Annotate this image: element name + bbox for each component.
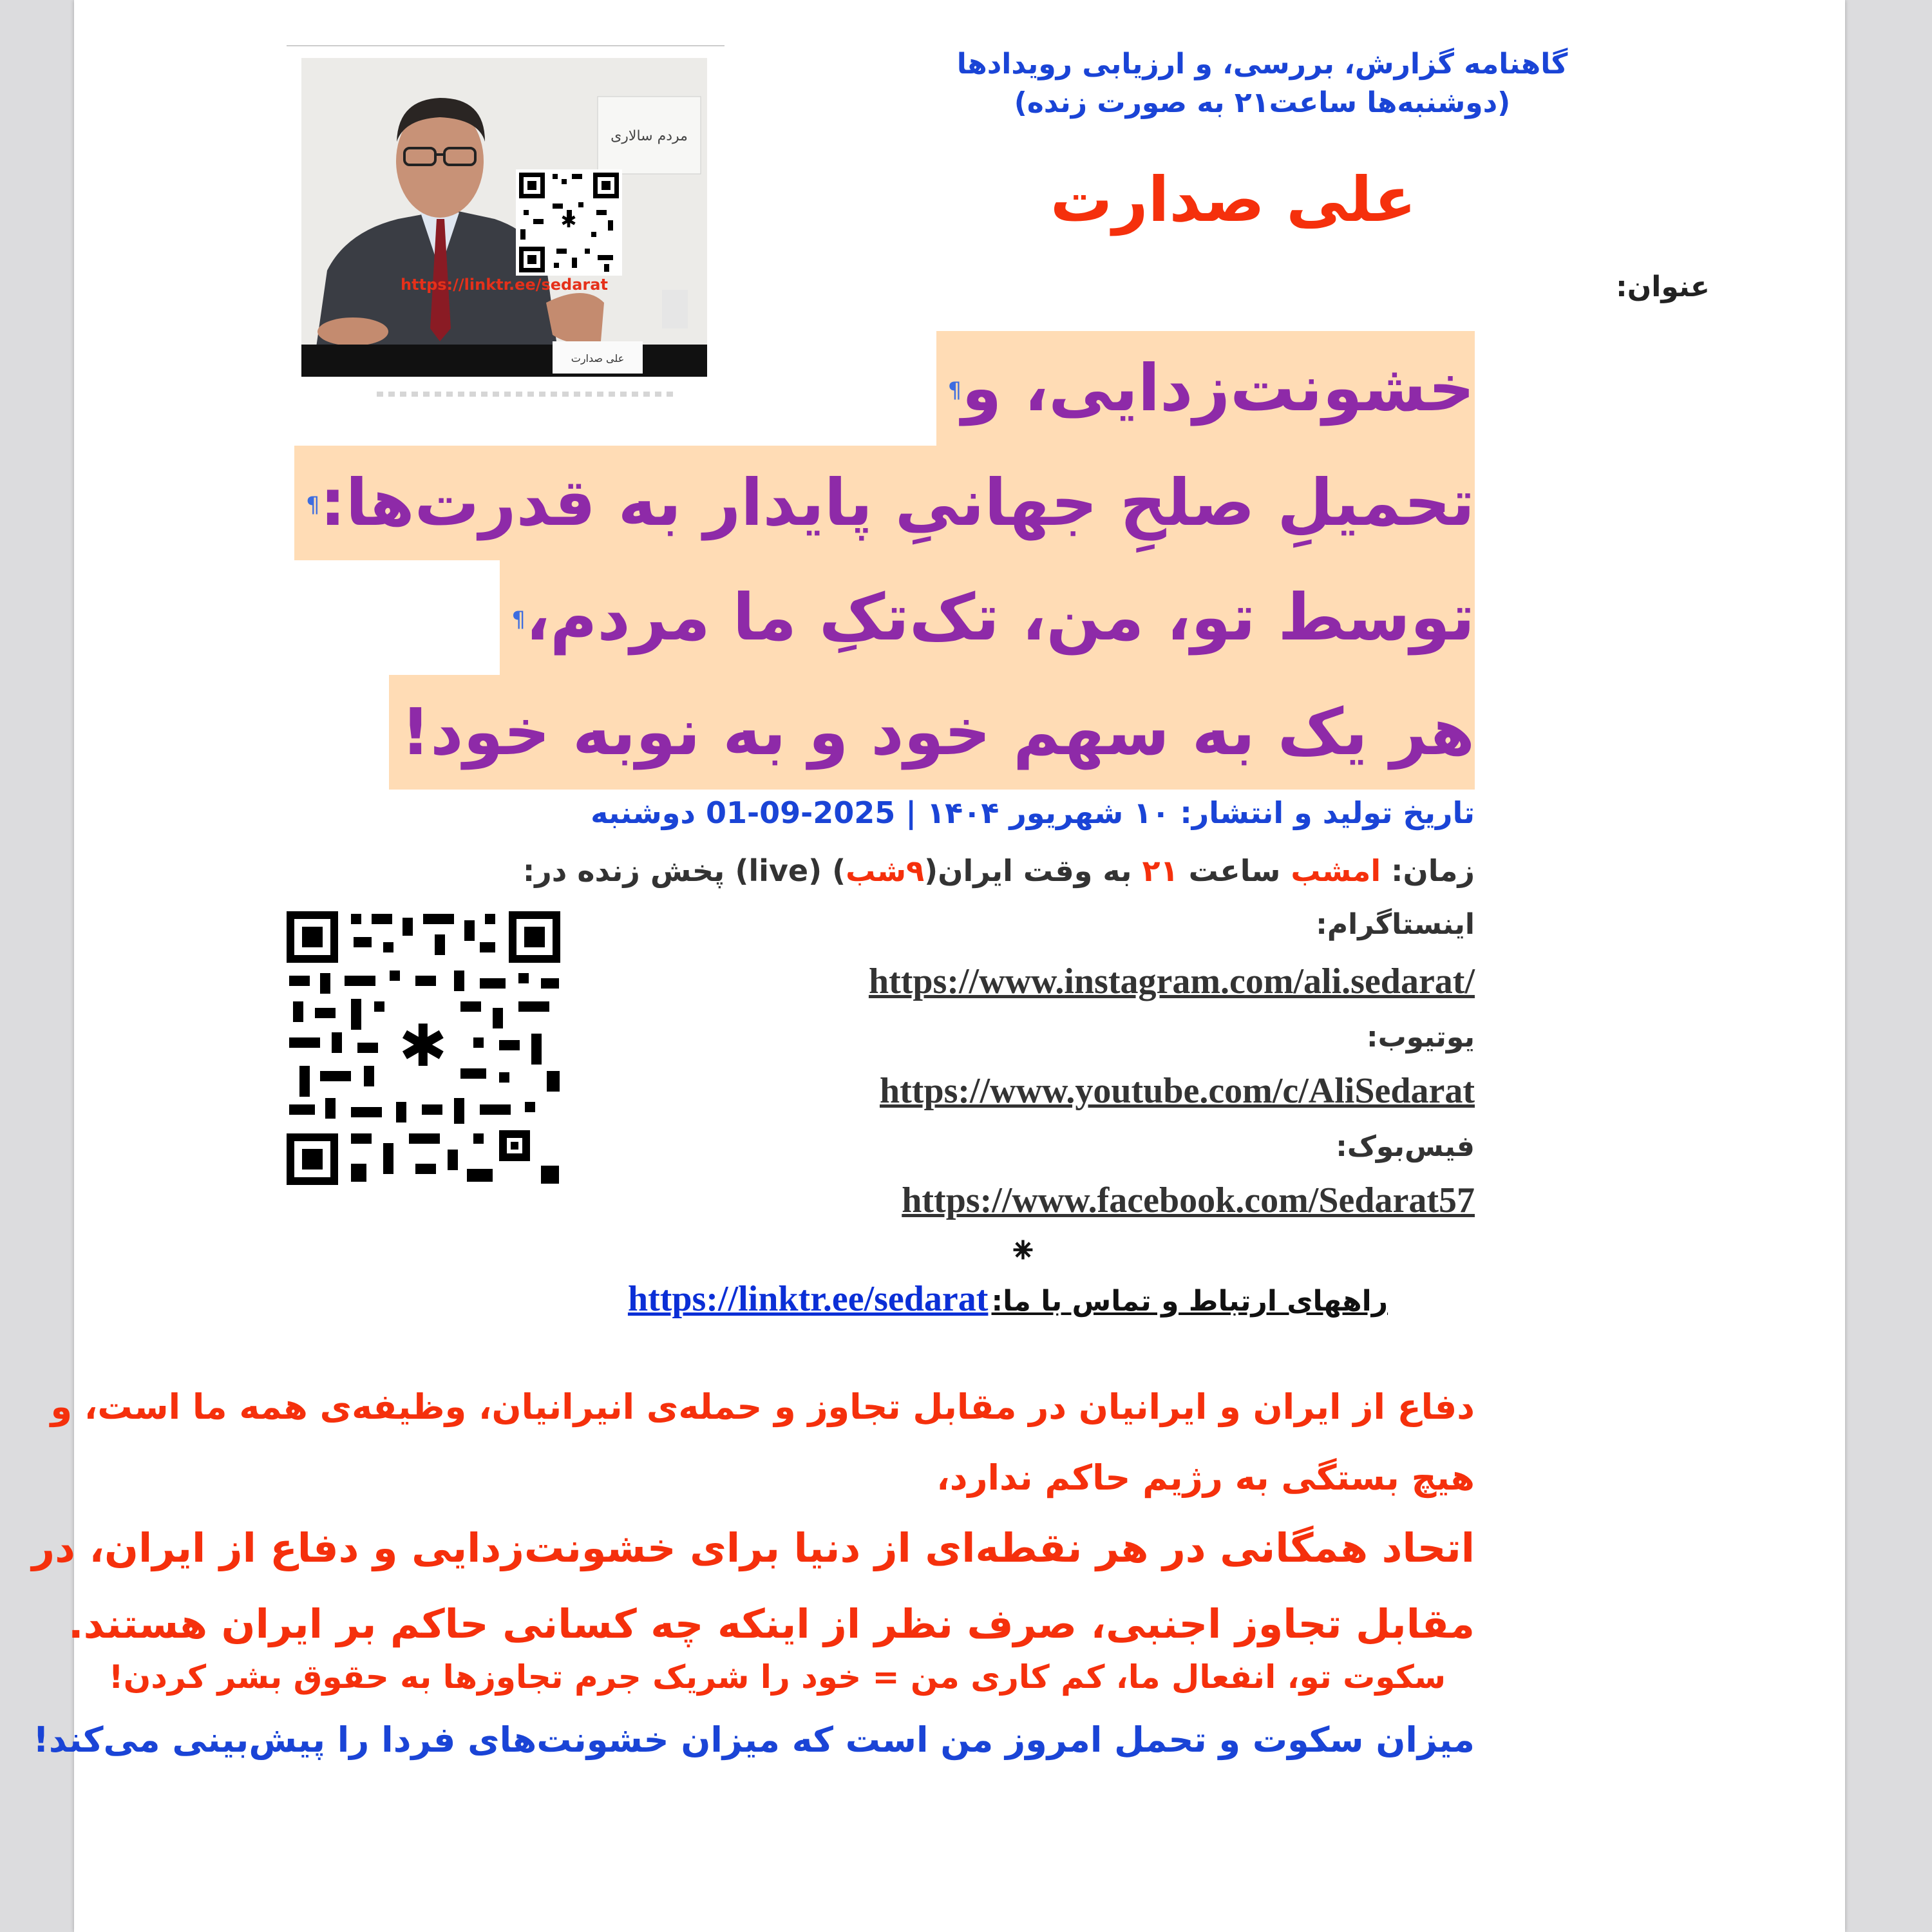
statement-defense-line-1: دفاع از ایران و ایرانیان در مقابل تجاوز و حمله‌ی انیرانیان، وظیفه‌ی همه ما است، و (50, 1387, 1475, 1427)
pilcrow-mark: ¶ (947, 377, 962, 403)
series-heading (866, 45, 1658, 122)
title-line-4 (389, 675, 1475, 790)
title-line-4-text: هر یک به سهم خود و به نوبه خود! (401, 694, 1475, 770)
instagram-link[interactable]: https://www.instagram.com/ali.sedarat/ (868, 961, 1475, 1001)
title-line-1-text: خشونت‌زدایی، و (961, 350, 1475, 426)
title-line-1 (936, 331, 1475, 446)
qr-code[interactable] (287, 911, 560, 1185)
facebook-link[interactable]: https://www.facebook.com/Sedarat57 (902, 1180, 1475, 1220)
facebook-label: فیس‌بوک: (1336, 1130, 1475, 1163)
time-mid: به وقت ایران( (924, 853, 1142, 888)
svg-text:✱: ✱ (399, 1012, 448, 1080)
time-prefix: زمان: (1381, 853, 1475, 888)
publish-date: تاریخ تولید و انتشار: ۱۰ شهریور ۱۴۰۴ | 2025-09-01 دوشنبه (591, 795, 1475, 830)
youtube-link[interactable]: https://www.youtube.com/c/AliSedarat (880, 1071, 1475, 1111)
title-line-2 (294, 446, 1475, 560)
time-hour-label: ساعت (1178, 853, 1291, 888)
statement-unity-line-1: اتحاد همگانی در هر نقطه‌ای از دنیا برای خشونت‌زدایی و دفاع از ایران، در (32, 1524, 1475, 1571)
time-hour: ۲۱ (1142, 853, 1179, 888)
series-title: گاهنامه گزارش، بررسی، و ارزیابی رویدادها (956, 48, 1568, 80)
photo-nameplate: علی صدارت (571, 352, 625, 365)
broadcast-time (523, 853, 1475, 888)
pilcrow-mark: ¶ (306, 492, 320, 518)
photo-caption-smudge (377, 392, 673, 397)
contact-link[interactable]: https://linktr.ee/sedarat (627, 1279, 989, 1319)
statement-unity (32, 1510, 1475, 1662)
title-line-2-text: تحمیلِ صلحِ جهانیِ پایدار به قدرت‌ها: (319, 465, 1475, 540)
author-name: علی صدارت (1050, 164, 1417, 236)
contact-label: راههای ارتباط و تماس با ما: (991, 1285, 1388, 1318)
time-9pm: ۹شب (846, 853, 925, 888)
series-schedule: (دوشنبه‌ها ساعت۲۱ به صورت زنده) (1014, 86, 1511, 119)
photo-sign: مردم سالاری (611, 128, 688, 144)
title-label: عنوان: (1616, 270, 1710, 303)
document-page (32, 0, 1845, 1932)
contact-line (525, 1278, 1491, 1320)
title-line-3 (500, 560, 1475, 675)
time-suffix: ) (live) پخش زنده در: (522, 853, 846, 888)
title-line-3-text: توسط تو، من، تک‌تکِ ما مردم، (526, 580, 1475, 655)
svg-text:✱: ✱ (560, 210, 577, 232)
statement-defense-line-2: هیچ بستگی به رژیم حاکم ندارد، (936, 1457, 1475, 1498)
author-photo (301, 58, 707, 377)
statement-defense (50, 1372, 1475, 1513)
pilcrow-mark: ¶ (511, 607, 526, 632)
statement-unity-line-2: مقابل تجاوز اجنبی، صرف نظر از اینکه چه کسانی حاکم بر ایران هستند. (68, 1600, 1475, 1647)
separator-star-icon: ⁕ (1008, 1230, 1038, 1272)
instagram-label: اینستاگرام: (1316, 908, 1475, 941)
photo-link-overlay: https://linktr.ee/sedarat (401, 276, 608, 294)
time-tonight: امشب (1291, 853, 1381, 888)
statement-tolerance: میزان سکوت و تحمل امروز من است که میزان خشونت‌های فردا را پیش‌بینی می‌کند! (33, 1719, 1475, 1760)
youtube-label: یوتیوب: (1367, 1021, 1475, 1054)
statement-silence: سکوت تو، انفعال ما، کم کاری من = خود را شریک جرم تجاوزها به حقوق بشر کردن! (108, 1658, 1446, 1696)
